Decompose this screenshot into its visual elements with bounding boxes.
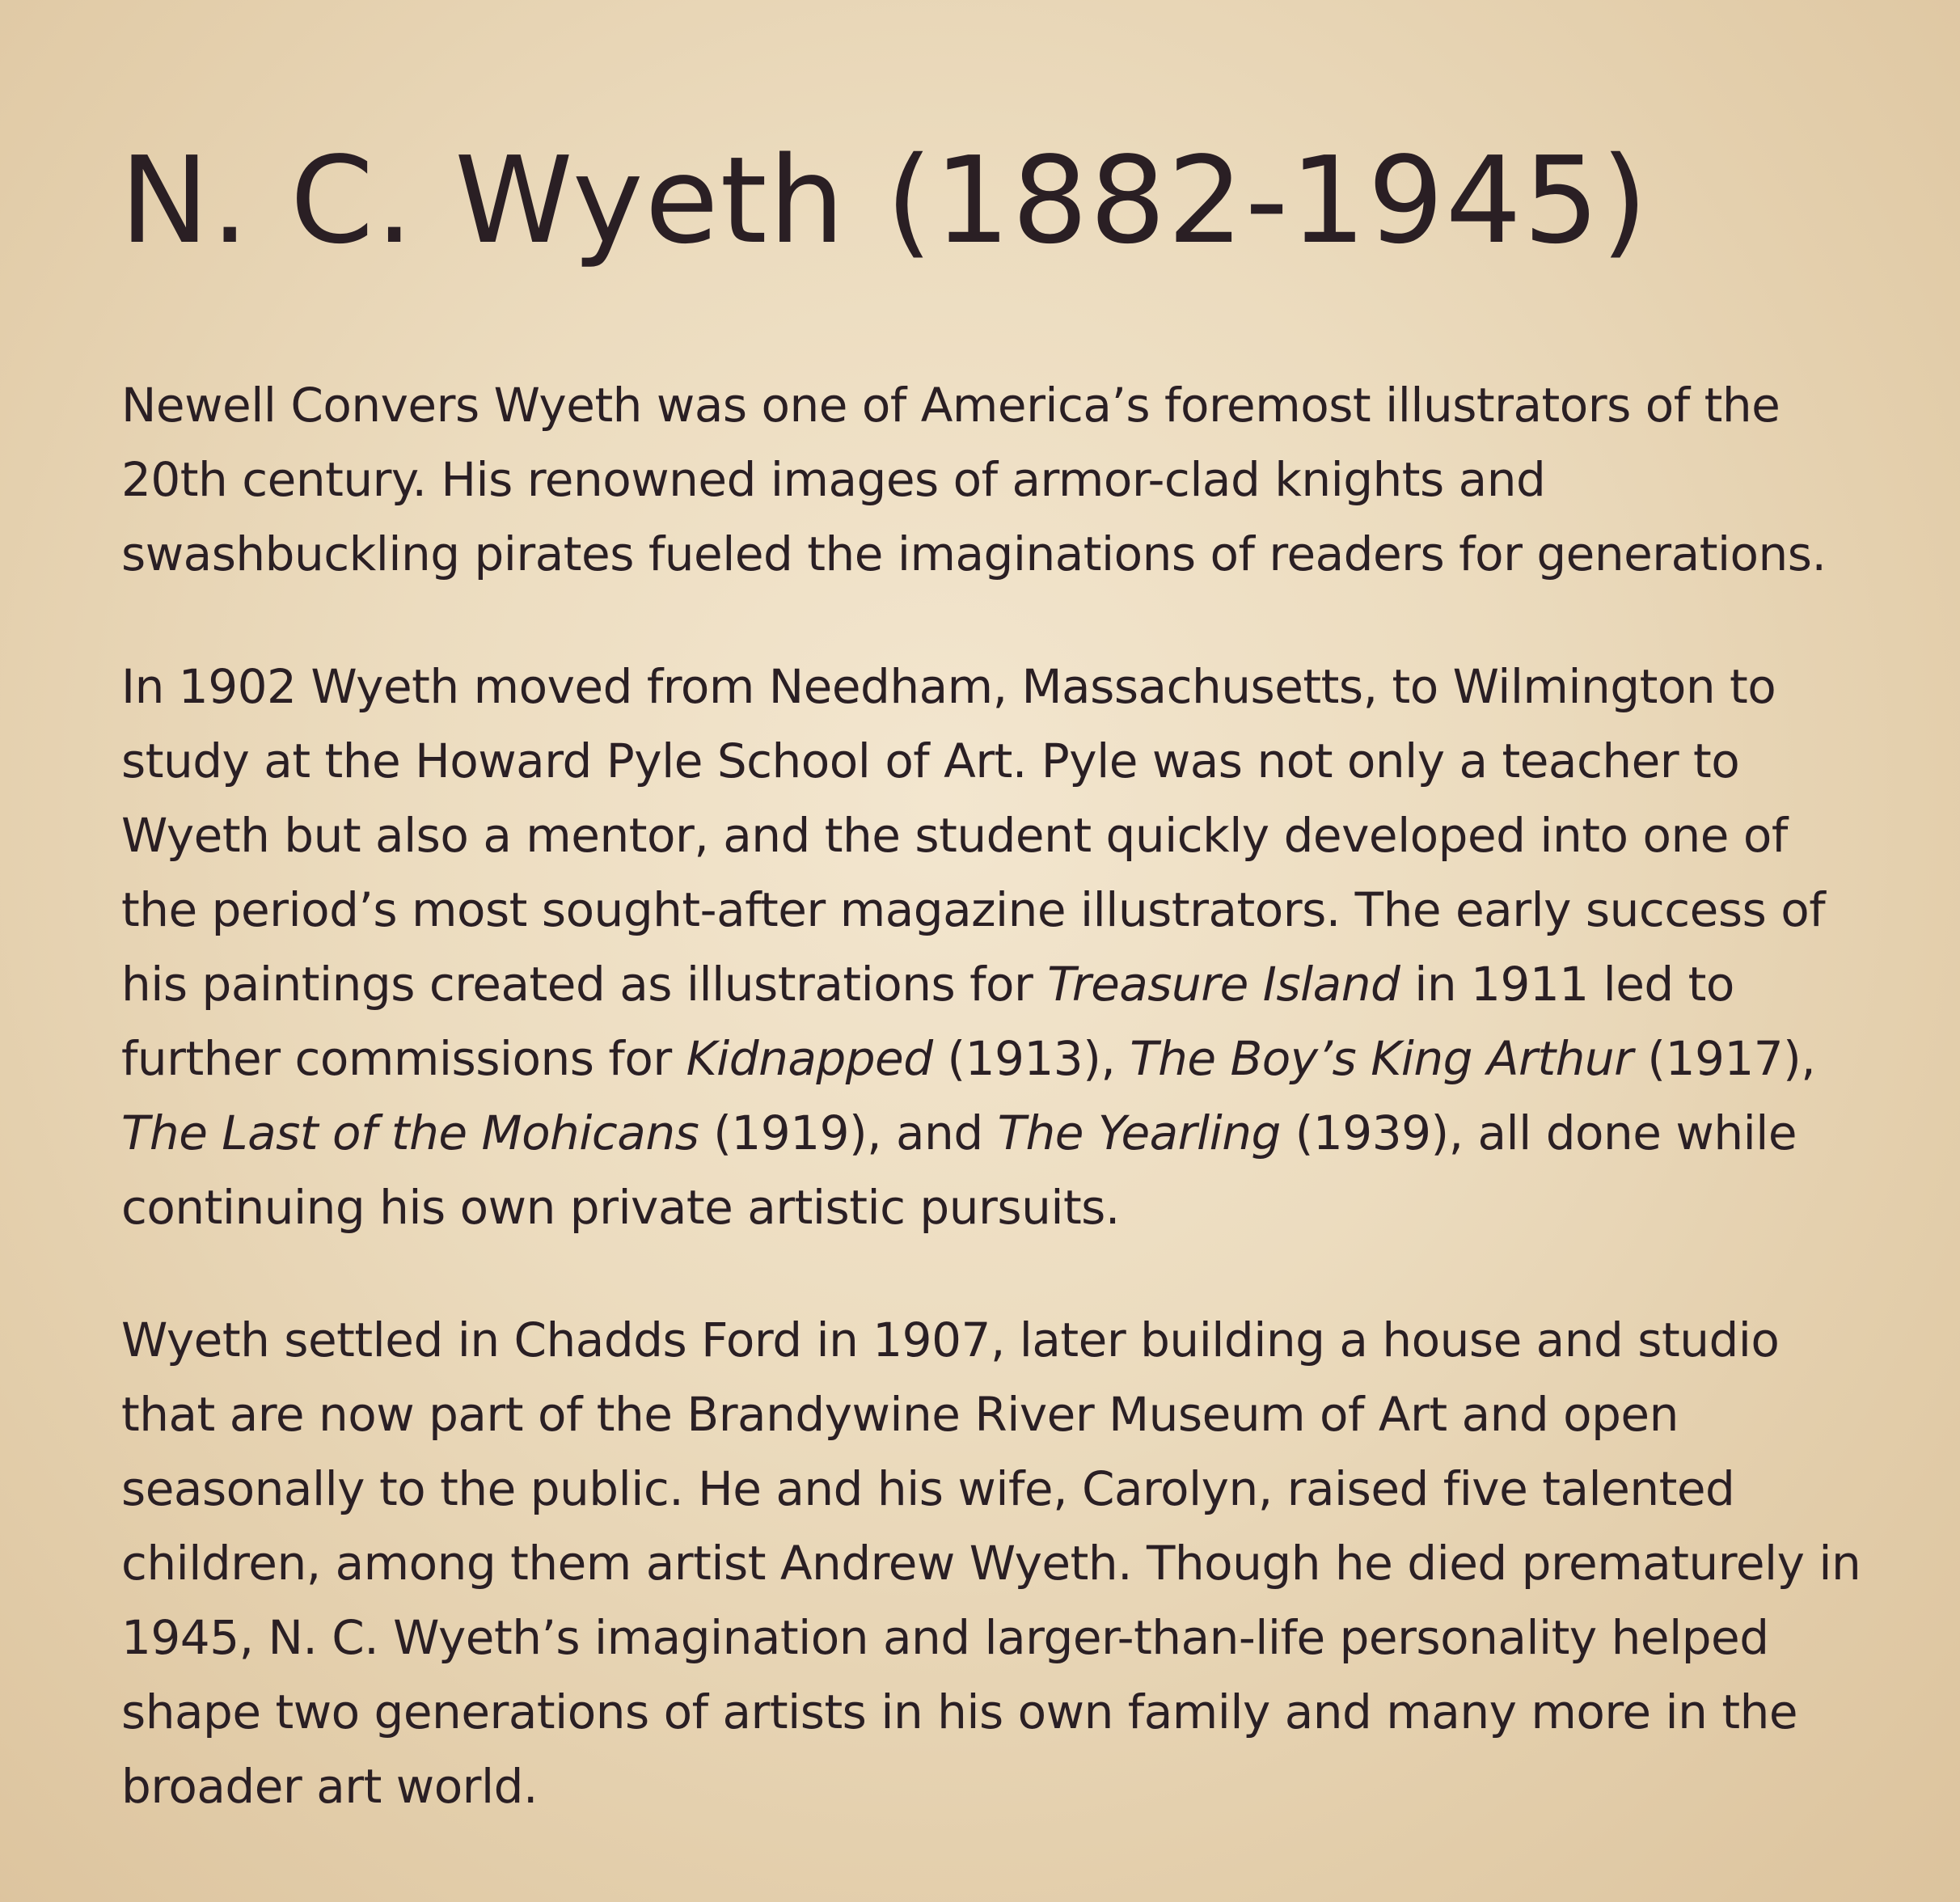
text-segment: (1939), all done while continuing his own private artistic pursuits. [121,1105,1797,1235]
book-title-treasure-island: Treasure Island [1047,957,1400,1012]
paragraph-intro: Newell Convers Wyeth was one of America’s foremost illustrators of the 20th century. His renowned images of armor-clad knights and swashbuckling pirates fueled the imaginations of readers for generations. [121,378,1827,581]
book-title-last-of-the-mohicans: The Last of the Mohicans [121,1105,699,1160]
book-title-kidnapped: Kidnapped [686,1031,933,1086]
paragraph-career [121,649,1876,1245]
book-title-the-yearling: The Yearling [997,1105,1281,1160]
text-segment: (1913), [932,1031,1130,1086]
text-segment: in 1911 led to further commissions for [121,957,1734,1086]
page-title: N. C. Wyeth (1882-1945) [120,131,1650,270]
text-segment: (1919), and [699,1105,998,1160]
text-segment: (1917), [1633,1031,1816,1086]
label-body [121,368,1876,1882]
paragraph-chadds-ford: Wyeth settled in Chadds Ford in 1907, later building a house and studio that are now part of the Brandywine River Museum of Art and open seasonally to the public. He and his wife, Carolyn, raised five talented children, among them artist Andrew Wyeth. Though he died prematurely in 1945, N. C. Wyeth’s imagination and larger-than-life personality helped shape two generations of artists in his own family and many more in the broader art world. [121,1312,1861,1814]
book-title-boys-king-arthur: The Boy’s King Arthur [1130,1031,1633,1086]
text-segment: In 1902 Wyeth moved from Needham, Massachusetts, to Wilmington to study at the Howard Pyle School of Art. Pyle was not only a teacher to Wyeth but also a mentor, and the student quickly developed into one of the period’s most sought-after magazine illustrators. The early success of his paintings created as illustrations for [121,659,1826,1012]
